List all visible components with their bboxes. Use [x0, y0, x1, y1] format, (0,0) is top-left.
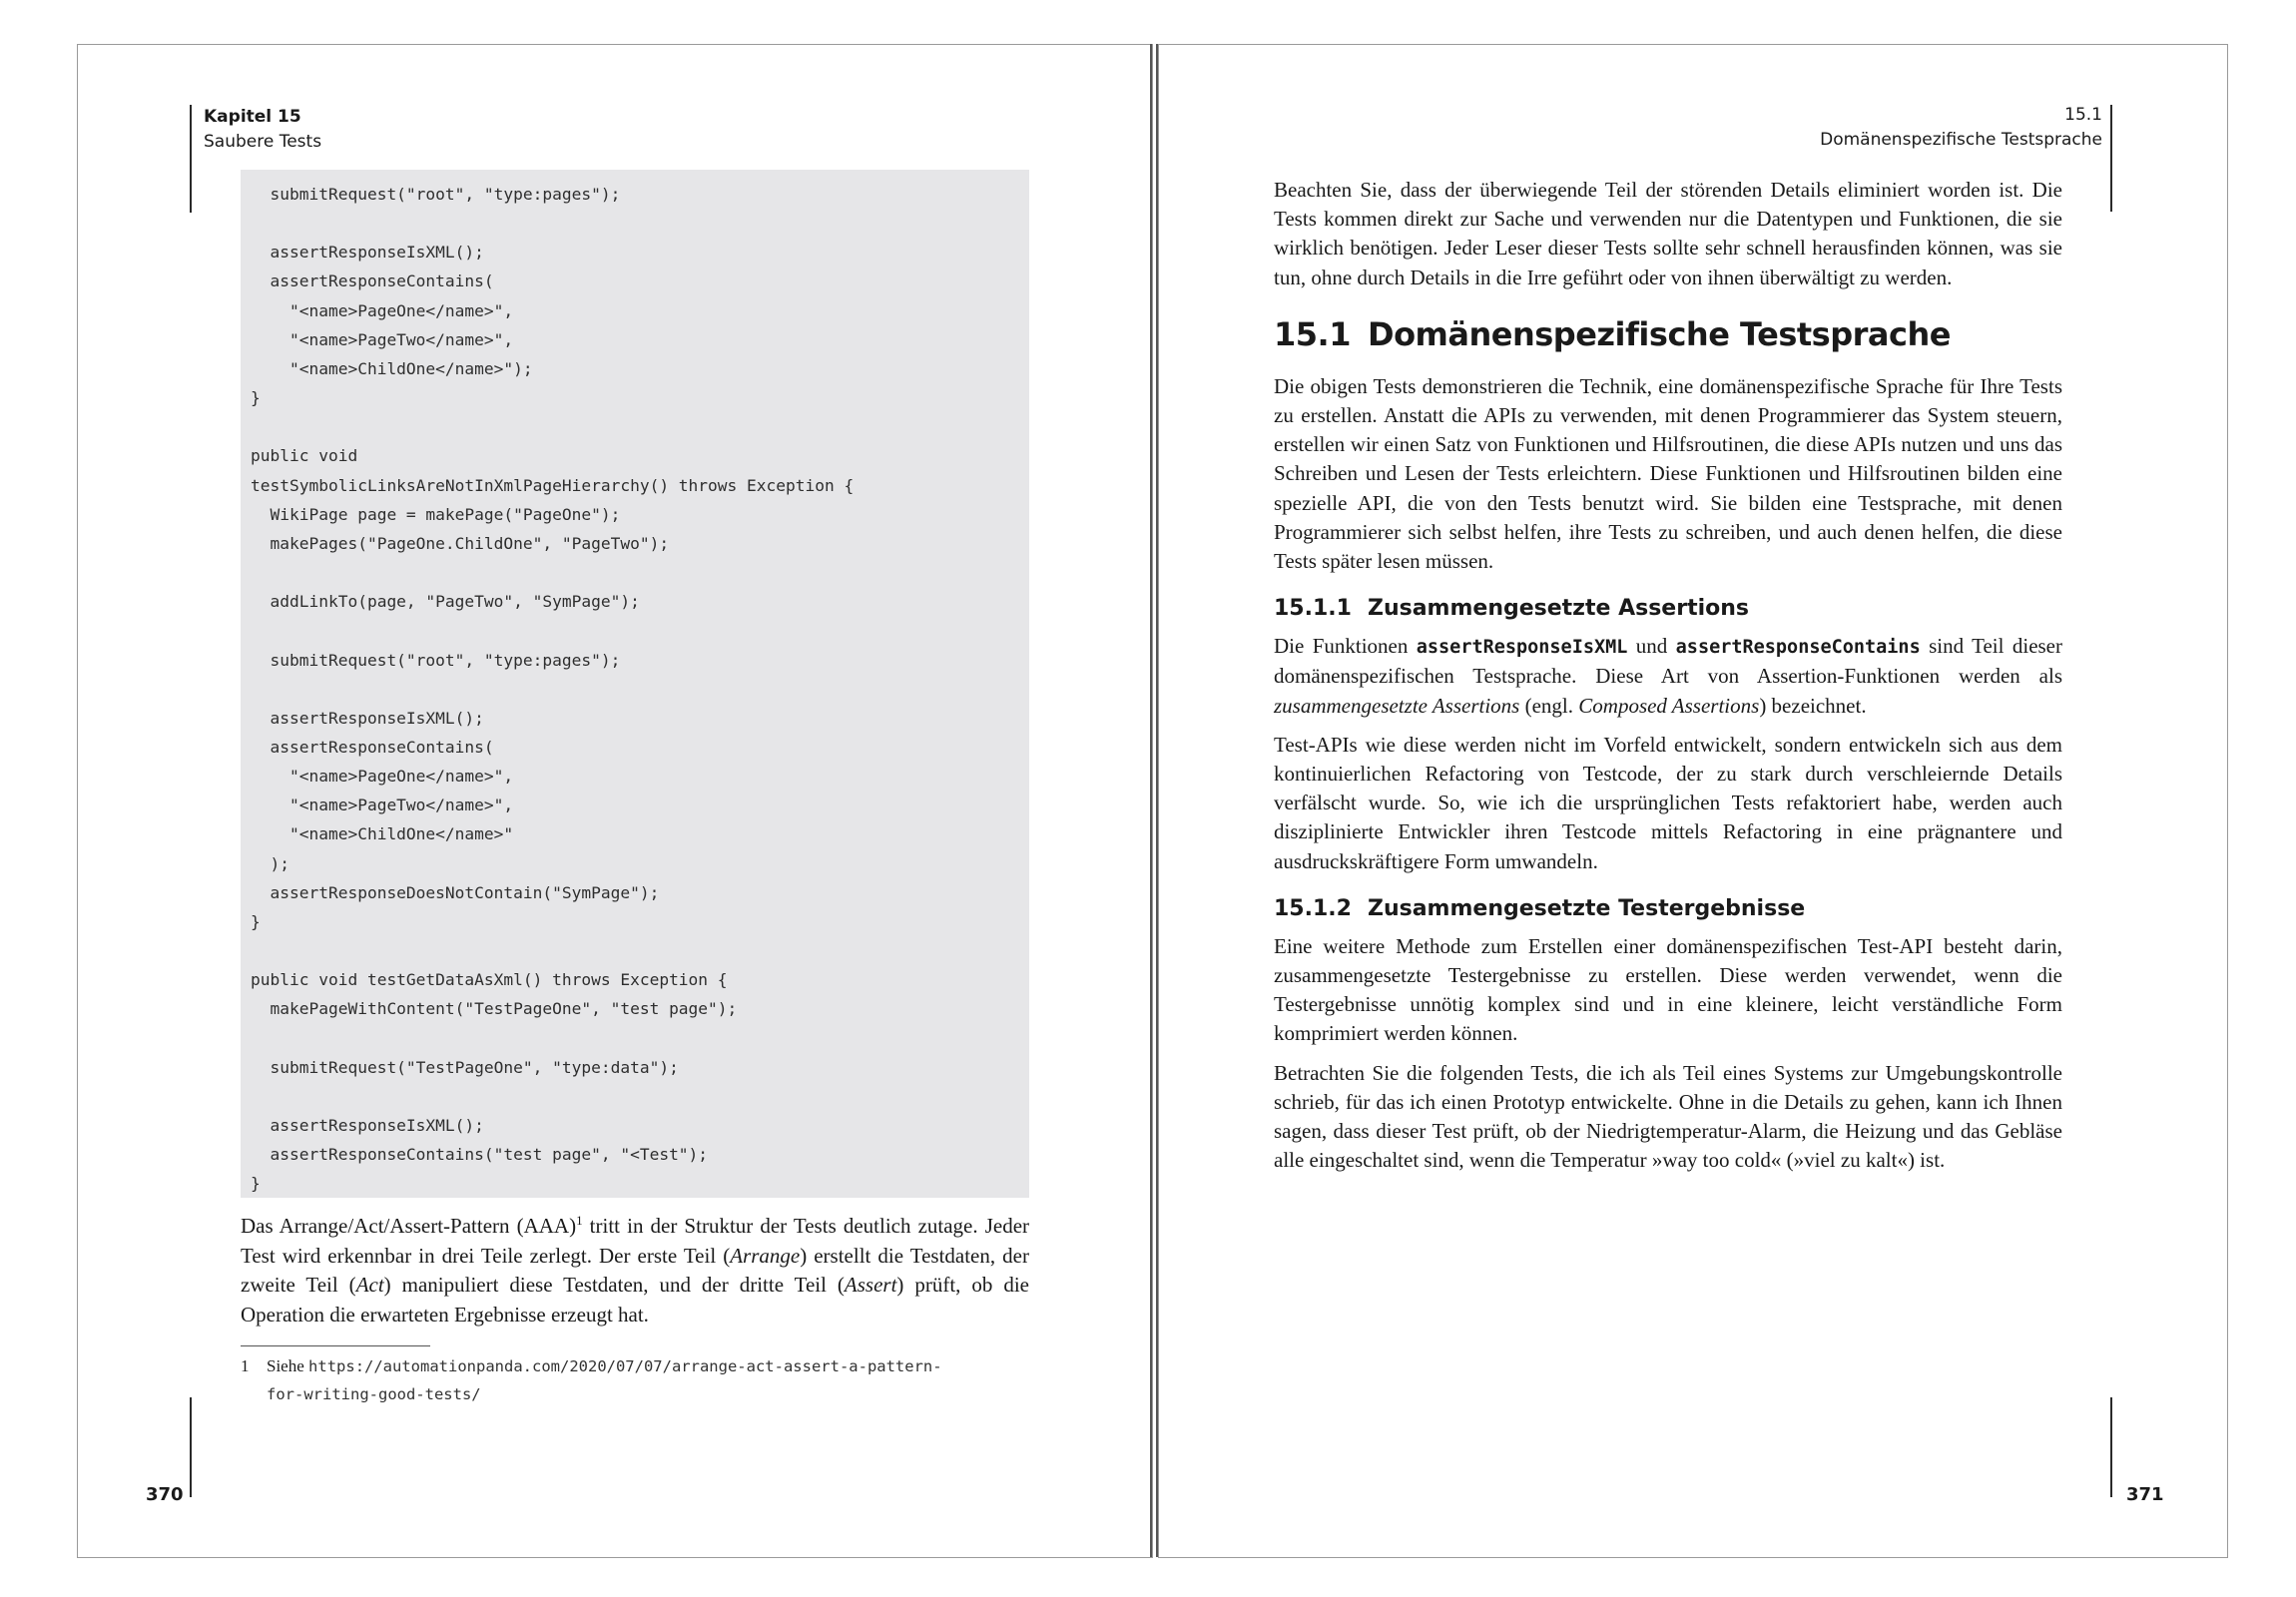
- code-line: }: [251, 1174, 261, 1194]
- text-run: Das Arrange/Act/Assert-Pattern (AAA): [241, 1214, 577, 1238]
- code-line: "<name>ChildOne</name>": [251, 824, 514, 844]
- code-listing: [241, 170, 1029, 1198]
- code-line: "<name>ChildOne</name>");: [251, 358, 533, 378]
- code-line: public void: [251, 446, 358, 466]
- code-line: assertResponseContains(: [251, 271, 494, 291]
- code-line: "<name>PageTwo</name>",: [251, 329, 514, 349]
- text-run: ) prüft, ob die Operation die erwarteten Ergebnisse erzeugt hat.: [241, 1273, 1029, 1327]
- code-line: );: [251, 853, 289, 873]
- subsection-number: 15.1.1: [1274, 596, 1352, 622]
- right-column: [1274, 176, 2062, 1185]
- left-header-rule: [190, 105, 192, 213]
- assertions-paragraph: [1274, 632, 2062, 721]
- code-line: assertResponseIsXML();: [251, 1116, 484, 1135]
- code-line: submitRequest("root", "type:pages");: [251, 650, 621, 670]
- dsl-paragraph: Die obigen Tests demonstrieren die Technik, eine domänenspezifische Sprache für Ihre Tests zu erstellen. Anstatt die APIs zu verwenden, mit denen Programmierer das System steuern, erstellen wir einen Satz von Funktionen und Hilfsroutinen, die diese APIs nutzen und uns das Schreiben und Lesen der Tests erleichtern. Diese Funktionen und Hilfsroutinen bilden eine spezielle API, die von den Tests benutzt wird. Sie bilden eine Testsprache, mit denen Programmierer sich selbst helfen, ihre Tests zu schreiben, und auch denen helfen, die diese Tests später lesen müssen.: [1274, 373, 2062, 574]
- chapter-subtitle: Saubere Tests: [204, 132, 322, 152]
- footnote-marker[interactable]: 1: [576, 1213, 583, 1228]
- footnote-prefix: Siehe: [267, 1356, 309, 1375]
- right-running-header: [1820, 103, 2102, 153]
- code-text: [241, 170, 1029, 1198]
- book-spine: [1150, 44, 1152, 1557]
- text-run: ) manipuliert diese Testdaten, und der dritte Teil (: [383, 1273, 845, 1297]
- subsection-number: 15.1.2: [1274, 895, 1352, 921]
- section-heading: [1274, 314, 2062, 354]
- text-run: sind Teil dieser domänenspezifischen Testsprache. Diese Art von Assertion-Funktionen werden als: [1274, 634, 2062, 689]
- footnote-rule: [241, 1345, 430, 1346]
- code-line: makePageWithContent("TestPageOne", "test page");: [251, 999, 738, 1019]
- aaa-paragraph-block: [241, 1212, 1029, 1330]
- code-line: "<name>PageOne</name>",: [251, 300, 514, 320]
- page-number-left: 370: [146, 1484, 184, 1505]
- subsection-heading-results: [1274, 894, 2062, 924]
- text-run: ) bezeichnet.: [1759, 693, 1867, 718]
- aaa-paragraph: [241, 1212, 1029, 1330]
- right-footer-rule: [2110, 1397, 2112, 1497]
- code-line: "<name>PageOne</name>",: [251, 767, 514, 787]
- text-run: ) erstellt die Testdaten, der zweite Teil (: [241, 1243, 1029, 1297]
- section-number-label: 15.1: [2064, 105, 2102, 125]
- code-line: makePages("PageOne.ChildOne", "PageTwo");: [251, 533, 670, 553]
- subsection-heading-assertions: [1274, 594, 2062, 624]
- code-line: assertResponseIsXML();: [251, 243, 484, 263]
- inline-code: assertResponseIsXML: [1416, 637, 1628, 659]
- page-number-right: 371: [2126, 1484, 2164, 1505]
- left-footer-rule: [190, 1397, 192, 1497]
- emphasis-act: Act: [355, 1273, 384, 1297]
- code-line: assertResponseContains("test page", "<Test");: [251, 1145, 709, 1165]
- section-title-label: Domänenspezifische Testsprache: [1820, 130, 2102, 150]
- chapter-label: Kapitel 15: [204, 107, 301, 127]
- emphasis-arrange: Arrange: [730, 1243, 801, 1268]
- inline-code: assertResponseContains: [1675, 637, 1921, 659]
- book-spine-inner: [1156, 44, 1158, 1557]
- code-line: WikiPage page = makePage("PageOne");: [251, 504, 621, 524]
- code-line: }: [251, 911, 261, 931]
- code-line: }: [251, 388, 261, 408]
- text-run: (engl.: [1519, 693, 1579, 718]
- emphasis: Composed Assertions: [1578, 693, 1760, 718]
- code-line: addLinkTo(page, "PageTwo", "SymPage");: [251, 592, 640, 612]
- text-run: Die Funktionen: [1274, 634, 1417, 659]
- section-heading-number: 15.1: [1274, 314, 1351, 353]
- subsection-title: Zusammengesetzte Testergebnisse: [1368, 895, 1806, 921]
- code-line: assertResponseIsXML();: [251, 708, 484, 728]
- right-header-rule: [2110, 105, 2112, 212]
- code-line: "<name>PageTwo</name>",: [251, 796, 514, 815]
- subsection-title: Zusammengesetzte Assertions: [1368, 596, 1750, 622]
- code-line: submitRequest("root", "type:pages");: [251, 185, 621, 204]
- code-line: assertResponseDoesNotContain("SymPage");: [251, 882, 660, 902]
- consider-paragraph: Betrachten Sie die folgenden Tests, die ich als Teil eines Systems zur Umgebungskontrolle schrieb, für das ich einen Prototyp entwickelte. Ohne in die Details zu gehen, kann ich Ihnen sagen, dass dieser Test prüft, ob der Niedrigtemperatur-Alarm, die Heizung und das Gebläse alle eingeschaltet sind, wenn die Temperatur »way too cold« (»viel zu kalt«) ist.: [1274, 1060, 2062, 1173]
- intro-paragraph: Beachten Sie, dass der überwiegende Teil der störenden Details eliminiert worden ist. Die Tests kommen direkt zur Sache und verwenden nur die Datentypen und Funktionen, die sie wirklich benötigen. Jeder Leser dieser Tests sollte sehr schnell herausfinden können, was sie tun, ohne durch Details in die Irre geführt oder von ihnen überwältigt zu werden.: [1274, 178, 2062, 289]
- text-run: und: [1627, 634, 1676, 659]
- emphasis-assert: Assert: [844, 1273, 897, 1297]
- footnote-number: 1: [241, 1356, 250, 1375]
- footnote: [241, 1352, 1039, 1408]
- code-line: submitRequest("TestPageOne", "type:data");: [251, 1057, 679, 1077]
- code-line: public void testGetDataAsXml() throws Exception {: [251, 970, 728, 990]
- results-paragraph: Eine weitere Methode zum Erstellen einer domänenspezifischen Test-API besteht darin, zusammengesetzte Testergebnisse zu erstellen. Diese werden verwendet, wenn die Testergebnisse unnötig komplex sind und in eine kleinere, leicht verständliche Form komprimiert werden können.: [1274, 933, 2062, 1046]
- footnote-url-continued[interactable]: for-writing-good-tests/: [267, 1385, 481, 1403]
- test-apis-paragraph: Test-APIs wie diese werden nicht im Vorfeld entwickelt, sondern entwickeln sich aus dem kontinuierlichen Refactoring von Testcode, der zu stark durch verschleiernde Details verfälscht wurde. So, wie ich die ursprünglichen Tests refaktoriert habe, werden auch disziplinierte Entwickler ihren Testcode mittels Refactoring in eine prägnantere und ausdruckskräftigere Form umwandeln.: [1274, 732, 2062, 873]
- code-line: assertResponseContains(: [251, 737, 494, 757]
- text-run: tritt in der Struktur der Tests deutlich zutage. Jeder Test wird erkennbar in drei Teile zerlegt. Der erste Teil (: [241, 1214, 1030, 1268]
- section-heading-title: Domänenspezifische Testsprache: [1368, 314, 1951, 353]
- footnote-url[interactable]: https://automationpanda.com/2020/07/07/arrange-act-assert-a-pattern-: [308, 1357, 942, 1375]
- left-running-header: [204, 105, 321, 155]
- emphasis: zusammengesetzte Assertions: [1274, 693, 1520, 718]
- code-line: testSymbolicLinksAreNotInXmlPageHierarchy() throws Exception {: [251, 475, 855, 495]
